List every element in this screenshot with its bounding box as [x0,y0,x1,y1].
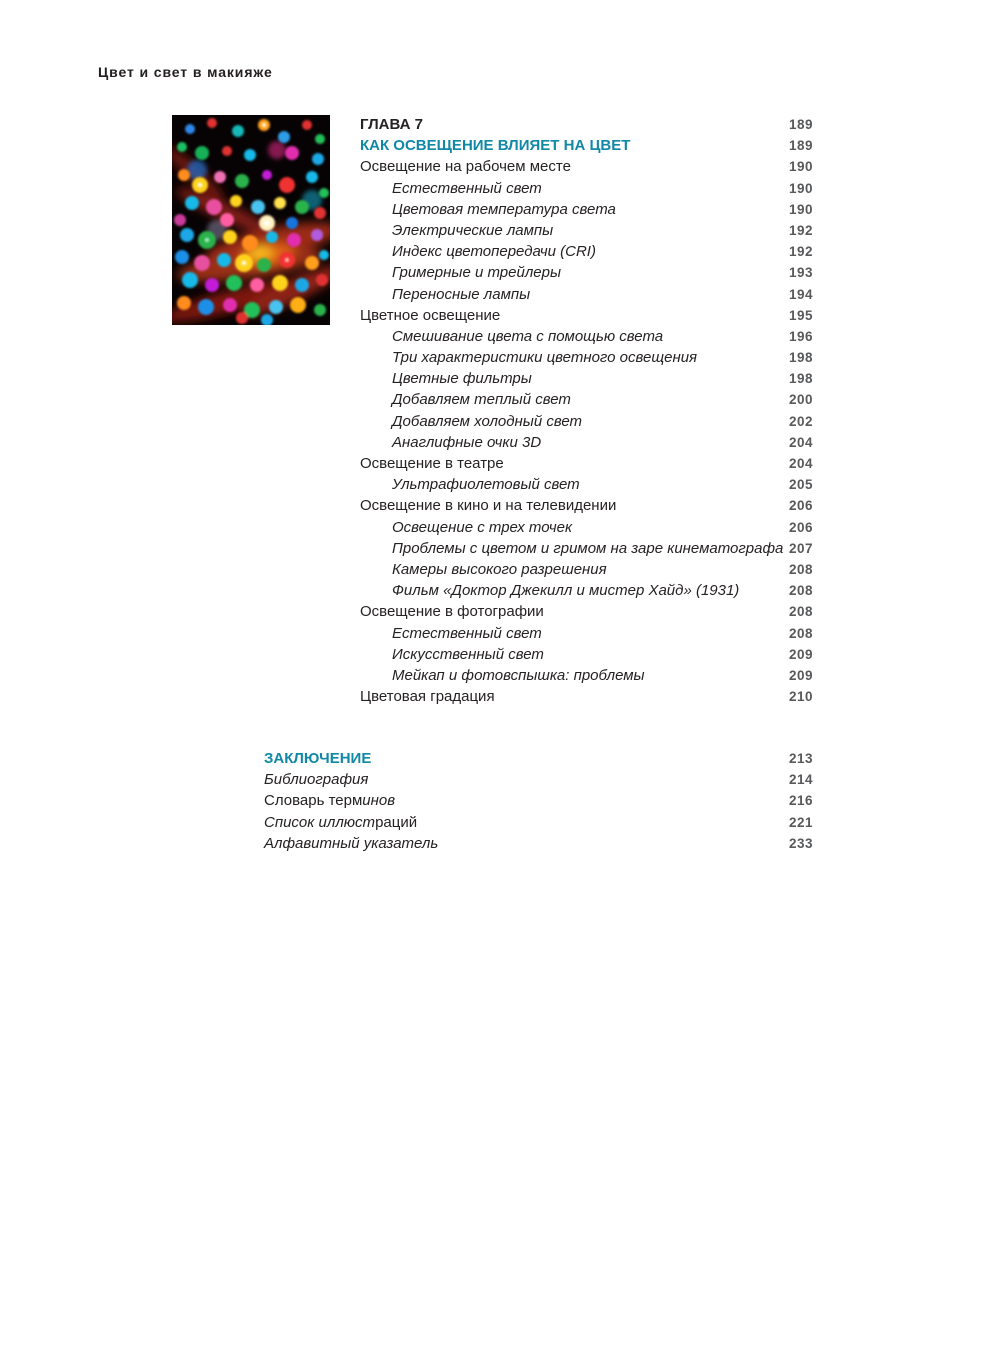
toc-row [360,665,813,686]
toc-page-number: 209 [788,667,813,683]
chapter-toc [360,114,813,707]
toc-row [360,199,813,220]
toc-entry-label: Три характеристики цветного освещения [392,349,698,367]
toc-page-number: 202 [788,413,813,429]
toc-page-number: 206 [788,498,813,514]
toc-entry-label: Фильм «Доктор Джекилл и мистер Хайд» (1931) [392,582,740,600]
toc-page-number: 204 [788,456,813,471]
toc-entry-label: Переносные лампы [392,285,531,303]
toc-page-number: 189 [788,138,813,154]
toc-row [360,517,813,538]
toc-entry-label: Проблемы с цветом и гримом на заре кинематографа [392,539,784,557]
toc-page-number: 200 [788,392,813,408]
toc-row [360,220,813,241]
toc-row [360,495,813,516]
toc-row [360,305,813,326]
toc-page-number: 214 [788,772,813,788]
toc-page-number: 198 [788,350,813,366]
toc-entry-label: Цветные фильтры [392,370,532,388]
toc-entry-label: Добавляем теплый свет [392,391,571,409]
toc-page-number: 206 [788,519,813,535]
toc-entry-label: Искусственный свет [392,645,544,663]
toc-row [264,769,813,790]
toc-row [360,601,813,622]
toc-row [264,812,813,833]
bokeh-lights-photo [172,115,330,325]
toc-page-number: 190 [788,180,813,196]
toc-page-number: 198 [788,371,813,387]
bokeh-lights-illustration [172,115,330,325]
running-head: Цвет и свет в макияже [98,64,273,80]
toc-entry-label: Электрические лампы [392,221,554,239]
toc-entry-label: Освещение в театре [360,455,504,472]
toc-row [360,347,813,368]
toc-page-number: 208 [788,583,813,599]
toc-row [360,411,813,432]
toc-entry-label: Освещение в кино и на телевидении [360,497,617,515]
toc-entry-label: Освещение в фотографии [360,603,544,621]
toc-row [360,686,813,707]
toc-page-number: 207 [788,540,813,556]
toc-page-number: 204 [788,434,813,450]
toc-entry-label: ЗАКЛЮЧЕНИЕ [264,750,372,767]
toc-row [360,284,813,305]
toc-page-number: 205 [788,477,813,493]
toc-row [360,114,813,135]
toc-entry-label: Смешивание цвета с помощью света [392,327,664,345]
toc-page-number: 192 [788,222,813,238]
toc-row [360,474,813,495]
toc-entry-label: Индекс цветопередачи (CRI) [392,243,596,261]
toc-page-number: 216 [788,793,813,809]
toc-entry-label: Добавляем холодный свет [392,412,583,430]
toc-row [264,790,813,811]
toc-entry-label: Камеры высокого разрешения [392,560,607,578]
toc-entry-label: Алфавитный указатель [264,834,439,852]
toc-page-number: 196 [788,328,813,344]
toc-page-number: 192 [788,244,813,260]
toc-entry-label: Список иллюстраций [264,813,418,831]
toc-page-number: 194 [788,286,813,302]
toc-entry-label: Ультрафиолетовый свет [392,476,580,494]
toc-row [360,368,813,389]
toc-entry-label: Библиография [264,771,369,789]
toc-page-number: 208 [788,604,813,620]
toc-row [264,748,813,769]
toc-row [360,432,813,453]
toc-row [360,326,813,347]
toc-entry-label: Освещение на рабочем месте [360,158,571,176]
toc-page-number: 208 [788,625,813,641]
toc-page-number: 189 [788,117,813,132]
toc-page-number: 209 [788,646,813,662]
toc-page-number: 193 [788,265,813,281]
toc-page-number: 195 [788,307,813,323]
toc-row [360,178,813,199]
toc-page-number: 221 [788,814,813,830]
toc-entry-label: Анаглифные очки 3D [392,433,542,451]
toc-row [360,644,813,665]
toc-page-number: 210 [788,689,813,705]
toc-entry-label: Освещение с трех точек [392,518,573,536]
toc-entry-label: Мейкап и фотовспышка: проблемы [392,666,645,684]
toc-row [360,389,813,410]
toc-entry-label: ГЛАВА 7 [360,116,423,133]
toc-row [264,833,813,854]
toc-entry-label: Цветовая температура света [392,200,616,218]
toc-row [360,262,813,283]
toc-row [360,538,813,559]
toc-entry-label: Цветовая градация [360,688,495,706]
toc-entry-label: КАК ОСВЕЩЕНИЕ ВЛИЯЕТ НА ЦВЕТ [360,137,631,155]
toc-page-number: 233 [788,835,813,851]
toc-row [360,623,813,644]
toc-entry-label: Цветное освещение [360,306,501,324]
toc-page-number: 190 [788,201,813,217]
toc-row [360,453,813,474]
end-toc [264,748,813,854]
toc-entry-label: Естественный свет [392,179,542,197]
toc-page-number: 213 [788,751,813,766]
toc-row [360,156,813,177]
toc-page-number: 208 [788,561,813,577]
toc-entry-label: Гримерные и трейлеры [392,264,561,282]
toc-entry-label: Словарь терминов [264,792,396,810]
toc-row [360,241,813,262]
toc-entry-label: Естественный свет [392,624,542,642]
toc-row [360,135,813,156]
toc-row [360,580,813,601]
toc-page-number: 190 [788,159,813,175]
toc-row [360,559,813,580]
